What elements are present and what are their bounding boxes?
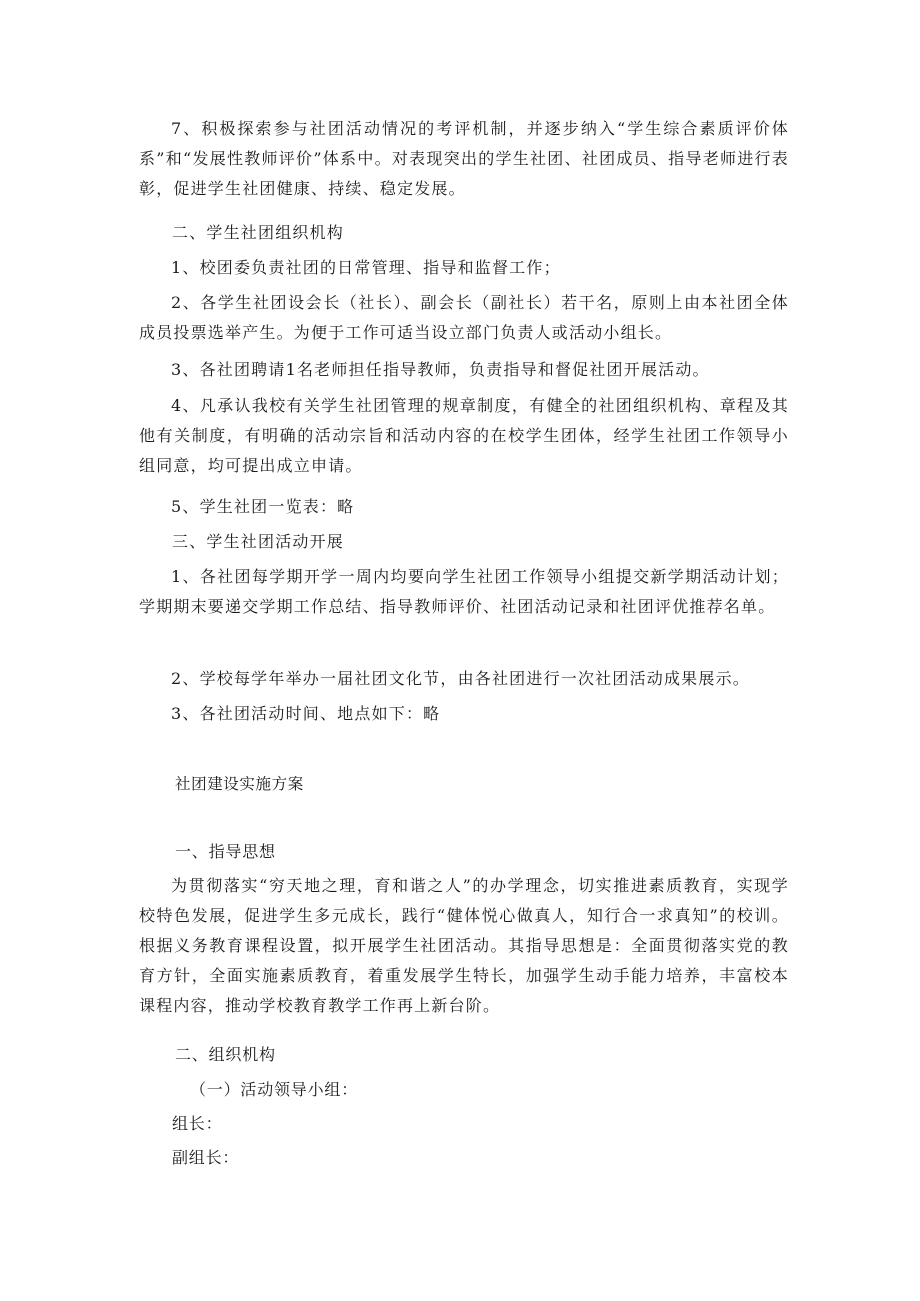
paragraph-org-item-5: 5、学生社团一览表：略 [171,497,355,516]
label-deputy-group-leader: 副组长： [172,1148,240,1167]
heading-activities: 三、学生社团活动开展 [172,532,345,551]
paragraph-activity-item-1: 1、各社团每学期开学一周内均要向学生社团工作领导小组提交新学期活动计划；学期期末要递交学期工作总结、指导教师评价、社团活动记录和社团评优推荐名单。 [139,567,789,616]
paragraph-org-item-4: 4、凡承认我校有关学生社团管理的规章制度，有健全的社团组织机构、章程及其他有关制度，有明确的活动宗旨和活动内容的在校学生团体，经学生社团工作领导小组同意，均可提出成立申请。 [139,396,789,475]
subheading-leading-group: （一）活动领导小组： [190,1080,359,1099]
paragraph-org-item-2: 2、各学生社团设会长（社长）、副会长（副社长）若干名，原则上由本社团全体成员投票选举产生。为便于工作可适当设立部门负责人或活动小组长。 [139,293,789,342]
paragraph-guiding-ideology: 为贯彻落实“穷天地之理，育和谐之人”的办学理念，切实推进素质教育，实现学校特色发展，促进学生多元成长，践行“健体悦心做真人，知行合一求真知”的校训。根据义务教育课程设置，拟开展学生社团活动。其指导思想是：全面贯彻落实党的教育方针，全面实施素质教育，着重发展学生特长，加强学生动手能力培养，丰富校本课程内容，推动学校教育教学工作再上新台阶。 [139,876,789,1015]
heading-organization: 二、学生社团组织机构 [172,223,345,242]
document-title: 社团建设实施方案 [175,775,304,793]
paragraph-org-item-1: 1、校团委负责社团的日常管理、指导和监督工作； [171,258,561,277]
heading-organization-structure: 二、组织机构 [175,1045,276,1064]
paragraph-evaluation-mechanism: 7、积极探索参与社团活动情况的考评机制，并逐步纳入“学生综合素质评价体系”和“发展性教师评价”体系中。对表现突出的学生社团、社团成员、指导老师进行表彰，促进学生社团健康、持续、稳定发展。 [139,119,789,198]
heading-guiding-ideology: 一、指导思想 [175,842,276,861]
paragraph-org-item-3: 3、各社团聘请1名老师担任指导教师，负责指导和督促社团开展活动。 [171,360,710,379]
paragraph-activity-item-3: 3、各社团活动时间、地点如下：略 [171,704,441,723]
label-group-leader: 组长： [172,1114,223,1133]
paragraph-activity-item-2: 2、学校每学年举办一届社团文化节，由各社团进行一次社团活动成果展示。 [171,669,750,688]
